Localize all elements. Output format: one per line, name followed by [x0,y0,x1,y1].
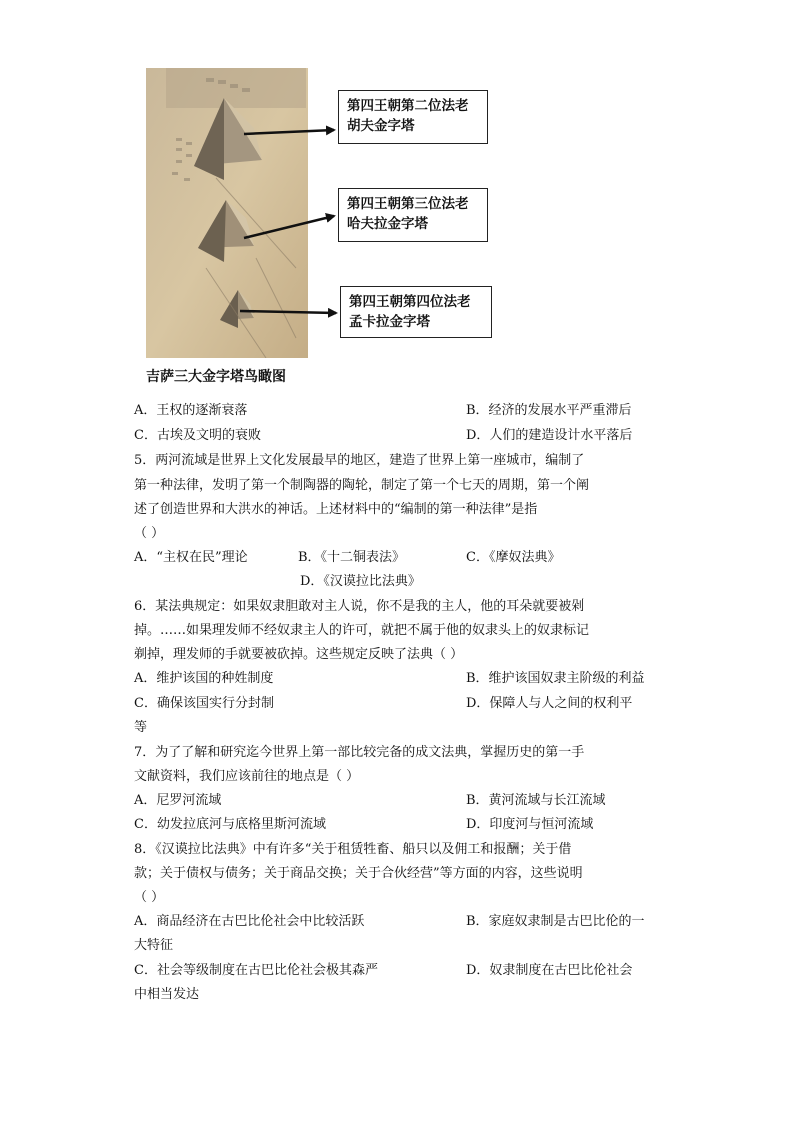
label-khufu: 第四王朝第二位法老 胡夫金字塔 [338,90,488,144]
q5-stem-line2: 第一种法律，发明了第一个制陶器的陶轮，制定了第一个七天的周期，第一个阐 [134,478,590,493]
q8-stem-line2: 款；关于债权与债务；关于商品交换；关于合伙经营”等方面的内容，这些说明 [134,866,583,881]
q8-option-d-cont: 中相当发达 [134,987,200,1002]
q5-option-d: D．《汉谟拉比法典》 [300,574,421,589]
q8-option-d: D．奴隶制度在古巴比伦社会 [466,963,633,978]
arrow-menkaure [240,311,336,313]
q5-answer-bracket: （ ） [134,526,165,541]
q6-stem-line1: 6．某法典规定：如果奴隶胆敢对主人说，你不是我的主人，他的耳朵就要被剁 [134,599,585,614]
pyramids-figure [144,68,494,388]
q4-option-b: B．经济的发展水平严重滞后 [466,403,632,418]
q8-option-c: C．社会等级制度在古巴比伦社会极其森严 [134,963,378,978]
q6-option-d-cont: 等 [134,720,148,735]
label-menkaure: 第四王朝第四位法老 孟卡拉金字塔 [340,286,492,338]
label-khafre: 第四王朝第三位法老 哈夫拉金字塔 [338,188,488,242]
q6-option-c: C．确保该国实行分封制 [134,696,274,711]
q6-stem-line3: 剃掉，理发师的手就要被砍掉。这些规定反映了法典（ ） [134,647,464,662]
figure-caption: 吉萨三大金字塔鸟瞰图 [146,369,286,385]
q8-option-b: B．家庭奴隶制是古巴比伦的一 [466,914,645,929]
q4-option-d: D．人们的建造设计水平落后 [466,428,633,443]
q5-option-a: A．“主权在民”理论 [134,550,248,565]
q5-stem-line3: 述了创造世界和大洪水的神话。上述材料中的“编制的第一种法律”是指 [134,502,538,517]
q5-option-c: C．《摩奴法典》 [466,550,561,565]
q7-stem-line2: 文献资料，我们应该前往的地点是（ ） [134,769,360,784]
q4-option-c: C．古埃及文明的衰败 [134,428,261,443]
q5-stem-line1: 5．两河流域是世界上文化发展最早的地区，建造了世界上第一座城市，编制了 [134,453,585,468]
q6-option-a: A．维护该国的种姓制度 [134,671,274,686]
q8-option-b-cont: 大特征 [134,938,174,953]
q6-option-b: B．维护该国奴隶主阶级的利益 [466,671,645,686]
q8-option-a: A．商品经济在古巴比伦社会中比较活跃 [134,914,365,929]
q5-option-b: B．《十二铜表法》 [298,550,406,565]
arrow-khufu [244,130,334,134]
q6-stem-line2: 掉。……如果理发师不经奴隶主人的许可，就把不属于他的奴隶头上的奴隶标记 [134,623,590,638]
q6-option-d: D．保障人与人之间的权利平 [466,696,633,711]
q7-stem-line1: 7．为了了解和研究迄今世界上第一部比较完备的成文法典，掌握历史的第一手 [134,745,585,760]
arrow-khafre [244,216,334,238]
q7-option-d: D．印度河与恒河流域 [466,817,594,832]
q7-option-a: A．尼罗河流域 [134,793,222,808]
q8-stem-line1: 8．《汉谟拉比法典》中有许多“关于租赁牲畜、船只以及佣工和报酬；关于借 [134,842,572,857]
q4-option-a: A．王权的逐渐衰落 [134,403,248,418]
q7-option-b: B．黄河流域与长江流域 [466,793,606,808]
q7-option-c: C．幼发拉底河与底格里斯河流域 [134,817,326,832]
q8-answer-bracket: （ ） [134,890,165,905]
